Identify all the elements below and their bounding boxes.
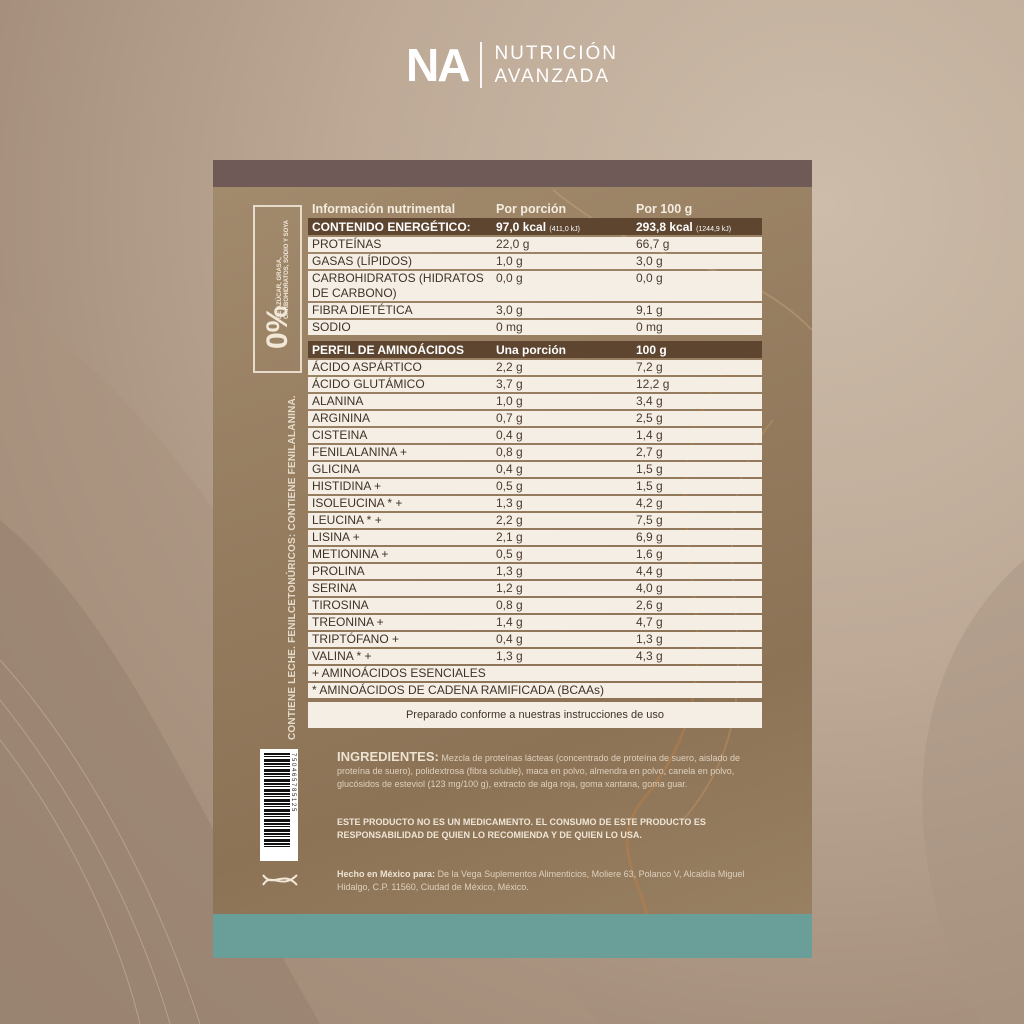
row-portion: 1,3 g xyxy=(496,649,523,663)
row-name: PROLINA xyxy=(312,564,365,578)
row-per100: 4,3 g xyxy=(636,649,663,663)
ingredients-title: INGREDIENTES: xyxy=(337,749,439,764)
row-per100: 3,0 g xyxy=(636,254,663,268)
row-per100: 2,7 g xyxy=(636,445,663,459)
row-portion: 0,0 g xyxy=(496,271,523,285)
brand-name xyxy=(494,42,618,88)
row-name: VALINA * + xyxy=(312,649,372,663)
row-name: CARBOHIDRATOS (HIDRATOS DE CARBONO) xyxy=(312,271,484,300)
row-portion: 0,8 g xyxy=(496,445,523,459)
row-portion: 1,3 g xyxy=(496,564,523,578)
brand-logo: NA xyxy=(405,39,469,91)
table-row xyxy=(308,394,762,409)
row-per100: 1,5 g xyxy=(636,479,663,493)
row-per100: 6,9 g xyxy=(636,530,663,544)
row-name: ARGININA xyxy=(312,411,371,425)
energy-portion-kj: (411,0 kJ) xyxy=(549,225,580,233)
header-info: Información nutrimental xyxy=(312,202,456,216)
table-row xyxy=(308,428,762,443)
ingredients-text: Mezcla de proteínas lácteas (concentrado de proteína de suero, aislado de proteína de suero), polidextrosa (fibra soluble), maca en polvo, almendra en polvo, canela en polvo, glucósidos de esteviol (123 mg/100 g), extracto de alga roja, goma xantana, goma guar. xyxy=(337,753,741,789)
footnote-essential: + AMINOÁCIDOS ESENCIALES xyxy=(308,666,762,681)
table-row xyxy=(308,632,762,647)
header-portion: Por porción xyxy=(496,202,567,216)
energy-portion: 97,0 kcal xyxy=(496,219,547,234)
nutrition-header xyxy=(308,200,762,218)
table-row xyxy=(308,547,762,562)
amino-header-portion: Una porción xyxy=(496,342,567,357)
row-portion: 1,2 g xyxy=(496,581,523,595)
row-name: TIROSINA xyxy=(312,598,369,612)
header-per100: Por 100 g xyxy=(636,202,693,216)
row-name: SERINA xyxy=(312,581,357,595)
made-in-block xyxy=(337,868,767,894)
table-row xyxy=(308,496,762,511)
row-name: TREONINA + xyxy=(312,615,384,629)
row-portion: 1,3 g xyxy=(496,496,523,510)
row-per100: 3,4 g xyxy=(636,394,663,408)
energy-row xyxy=(308,218,762,235)
brand-line-2: AVANZADA xyxy=(494,66,611,87)
row-name: HISTIDINA + xyxy=(312,479,382,493)
row-per100: 0 mg xyxy=(636,320,663,334)
row-per100: 7,2 g xyxy=(636,360,663,374)
dna-icon xyxy=(261,865,299,893)
row-portion: 1,4 g xyxy=(496,615,523,629)
row-portion: 3,0 g xyxy=(496,303,523,317)
row-portion: 0,7 g xyxy=(496,411,523,425)
row-name: METIONINA + xyxy=(312,547,389,561)
row-portion: 1,0 g xyxy=(496,254,523,268)
row-portion: 2,1 g xyxy=(496,530,523,544)
row-portion: 0,4 g xyxy=(496,632,523,646)
nutrition-rows xyxy=(308,237,762,335)
row-per100: 66,7 g xyxy=(636,237,670,251)
row-portion: 2,2 g xyxy=(496,360,523,374)
row-per100: 0,0 g xyxy=(636,271,663,285)
row-portion: 0,4 g xyxy=(496,428,523,442)
row-name: CISTEINA xyxy=(312,428,368,442)
row-name: GLICINA xyxy=(312,462,361,476)
row-name: LEUCINA * + xyxy=(312,513,382,527)
row-per100: 4,7 g xyxy=(636,615,663,629)
row-name: FIBRA DIETÉTICA xyxy=(312,303,413,317)
footnote-bcaa: * AMINOÁCIDOS DE CADENA RAMIFICADA (BCAAs) xyxy=(308,683,762,698)
table-row xyxy=(308,615,762,630)
row-per100: 1,6 g xyxy=(636,547,663,561)
amino-rows xyxy=(308,360,762,664)
barcode-digits: 7 5 0 4 6 5 7 8 5 1 2 5 xyxy=(290,753,296,812)
row-portion: 0,8 g xyxy=(496,598,523,612)
brand-line-1: NUTRICIÓN xyxy=(494,43,618,64)
table-row xyxy=(308,581,762,596)
table-row xyxy=(308,564,762,579)
row-per100: 4,4 g xyxy=(636,564,663,578)
table-row xyxy=(308,445,762,460)
row-name: ALANINA xyxy=(312,394,364,408)
energy-per100: 293,8 kcal xyxy=(636,219,693,234)
table-row xyxy=(308,598,762,613)
prepared-note: Preparado conforme a nuestras instrucciones de uso xyxy=(308,702,762,728)
row-portion: 0,5 g xyxy=(496,547,523,561)
row-portion: 0,5 g xyxy=(496,479,523,493)
row-name: TRIPTÓFANO + xyxy=(312,632,400,646)
row-name: SODIO xyxy=(312,320,351,334)
row-name: LISINA + xyxy=(312,530,360,544)
table-row xyxy=(308,377,762,392)
row-portion: 22,0 g xyxy=(496,237,530,251)
table-row xyxy=(308,411,762,426)
row-per100: 2,5 g xyxy=(636,411,663,425)
row-per100: 4,0 g xyxy=(636,581,663,595)
amino-header-name: PERFIL DE AMINOÁCIDOS xyxy=(312,342,465,357)
row-per100: 4,2 g xyxy=(636,496,663,510)
row-portion: 0,4 g xyxy=(496,462,523,476)
table-row xyxy=(308,303,762,318)
table-row xyxy=(308,479,762,494)
barcode xyxy=(260,749,298,861)
nutrition-table xyxy=(308,200,762,728)
brand-divider xyxy=(480,42,482,88)
row-per100: 7,5 g xyxy=(636,513,663,527)
brand-header xyxy=(0,39,1024,91)
allergen-warning: CONTIENE LECHE. FENILCETONÚRICOS: CONTIENE FENILALANINA. xyxy=(287,395,298,740)
energy-per100-kj: (1244,9 kJ) xyxy=(696,225,732,233)
zero-claim-note: DE AZÚCAR, GRASA, CARBOHIDRATOS, SODIO Y SOYA xyxy=(277,219,290,319)
amino-header xyxy=(308,341,762,358)
table-row xyxy=(308,237,762,252)
row-name: ÁCIDO GLUTÁMICO xyxy=(312,377,425,391)
row-portion: 1,0 g xyxy=(496,394,523,408)
made-in-label: Hecho en México para: xyxy=(337,869,436,879)
table-row xyxy=(308,513,762,528)
row-per100: 1,4 g xyxy=(636,428,663,442)
row-name: ÁCIDO ASPÁRTICO xyxy=(312,360,422,374)
product-label xyxy=(213,160,812,958)
row-per100: 2,6 g xyxy=(636,598,663,612)
barcode-bars xyxy=(264,753,290,849)
medical-warning: ESTE PRODUCTO NO ES UN MEDICAMENTO. EL CONSUMO DE ESTE PRODUCTO ES RESPONSABILIDAD DE QUIEN LO RECOMIENDA Y DE QUIEN LO USA. xyxy=(337,817,706,840)
table-row xyxy=(308,254,762,269)
table-row xyxy=(308,271,762,301)
row-per100: 12,2 g xyxy=(636,377,670,391)
table-row xyxy=(308,530,762,545)
row-name: ISOLEUCINA * + xyxy=(312,496,403,510)
label-bottom-bar xyxy=(213,914,812,958)
table-row xyxy=(308,360,762,375)
table-row xyxy=(308,320,762,335)
energy-label: CONTENIDO ENERGÉTICO: xyxy=(312,219,471,234)
row-name: GASAS (LÍPIDOS) xyxy=(312,254,413,268)
row-per100: 9,1 g xyxy=(636,303,663,317)
row-portion: 0 mg xyxy=(496,320,523,334)
row-per100: 1,3 g xyxy=(636,632,663,646)
ingredients-block xyxy=(337,750,767,791)
zero-percent: 0% xyxy=(261,305,294,349)
row-portion: 2,2 g xyxy=(496,513,523,527)
row-per100: 1,5 g xyxy=(636,462,663,476)
row-name: FENILALANINA + xyxy=(312,445,408,459)
table-row xyxy=(308,649,762,664)
zero-claim-box xyxy=(253,205,302,373)
amino-header-per100: 100 g xyxy=(636,342,667,357)
table-row xyxy=(308,462,762,477)
row-portion: 3,7 g xyxy=(496,377,523,391)
row-name: PROTEÍNAS xyxy=(312,237,382,251)
made-in-text: De la Vega Suplementos Alimenticios, Moliere 63, Polanco V, Alcaldía Miguel Hidalgo, C.P. 11560, Ciudad de México, México. xyxy=(337,869,745,892)
